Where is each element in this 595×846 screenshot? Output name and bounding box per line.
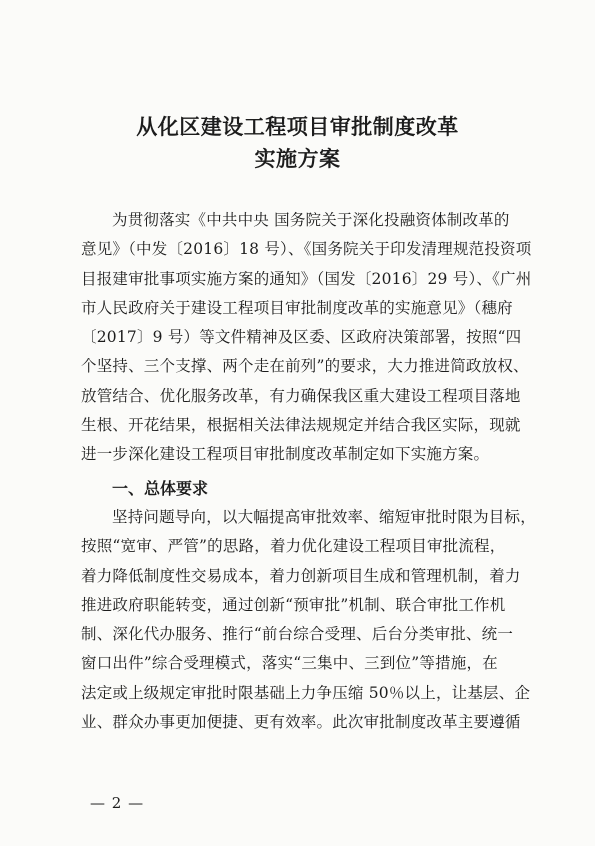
- intro-paragraph: [81, 206, 532, 470]
- intro-line: 目报建审批事项实施方案的通知》（国发〔2016〕29 号）、《广州: [81, 269, 532, 288]
- page-number: — 2 —: [90, 794, 145, 812]
- intro-line: 市人民政府关于建设工程项目审批制度改革的实施意见》（穗府: [81, 298, 513, 317]
- section1-line: 着力降低制度性交易成本，着力创新项目生成和管理机制，着力: [81, 566, 521, 585]
- section1-line: 按照“宽审、严管”的思路，着力优化建设工程项目审批流程，: [81, 537, 506, 556]
- section1-line: 窗口出件”综合受理模式，落实“三集中、三到位”等措施，在: [81, 654, 498, 673]
- section1-line: 推进政府职能转变，通过创新“预审批”机制、联合审批工作机: [81, 595, 506, 614]
- section-heading-general-requirements: 一、总体要求: [112, 479, 209, 498]
- intro-line: 〔2017〕9 号）等文件精神及区委、区政府决策部署，按照“四: [81, 328, 522, 347]
- section1-line: 业、群众办事更加便捷、更有效率。此次审批制度改革主要遵循: [81, 713, 521, 732]
- section1-paragraph: [81, 503, 536, 737]
- intro-line: 个坚持、三个支撑、两个走在前列”的要求，大力推进简政放权、: [81, 357, 529, 376]
- section1-line: 制、深化代办服务、推行“前台综合受理、后台分类审批、统一: [81, 625, 514, 644]
- document-title-line-2: 实施方案: [254, 146, 341, 171]
- intro-line: 放管结合、优化服务改革，有力确保我区重大建设工程项目落地: [81, 386, 521, 405]
- intro-line: 生根、开花结果，根据相关法律法规规定并结合我区实际，现就: [81, 416, 521, 435]
- section1-line: 坚持问题导向，以大幅提高审批效率、缩短审批时限为目标，: [112, 508, 536, 526]
- document-title-line-1: 从化区建设工程项目审批制度改革: [136, 114, 459, 139]
- intro-line: 为贯彻落实《中共中央 国务院关于深化投融资体制改革的: [112, 211, 510, 229]
- intro-line: 进一步深化建设工程项目审批制度改革制定如下实施方案。: [81, 445, 490, 464]
- section1-line: 法定或上级规定审批时限基础上力争压缩 50％以上，让基层、企: [81, 683, 531, 702]
- intro-line: 意见》（中发〔2016〕18 号）、《国务院关于印发清理规范投资项: [81, 240, 532, 259]
